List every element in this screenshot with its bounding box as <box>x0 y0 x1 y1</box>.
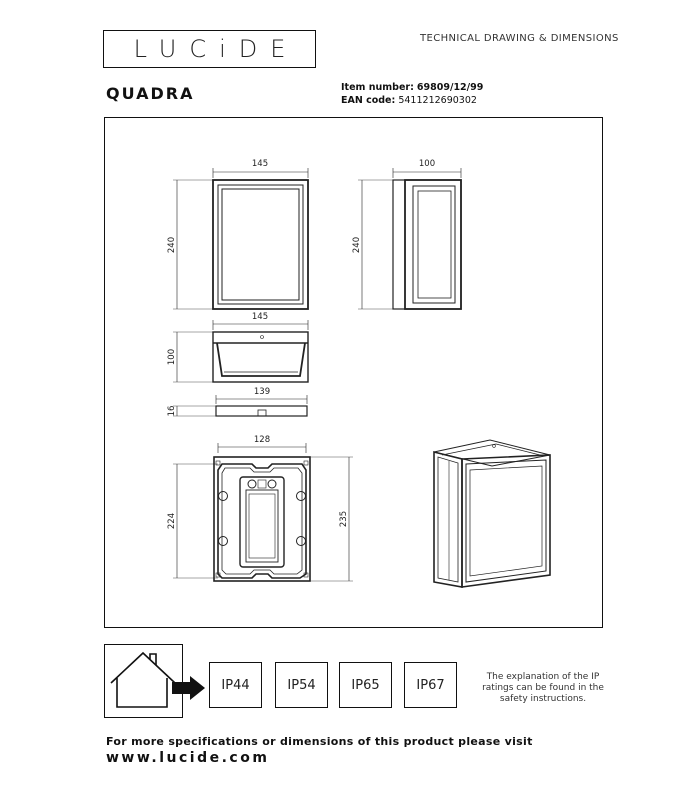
footer-url-link[interactable]: www.lucide.com <box>106 750 270 766</box>
footer-text: For more specifications or dimensions of this product please visit <box>106 735 533 748</box>
house-icon <box>105 645 184 719</box>
ip-rating-ip65: IP65 <box>339 662 392 708</box>
brand-logo-text: LUCiDE <box>133 35 299 63</box>
side-view-drawing <box>358 168 461 309</box>
perspective-view-drawing <box>434 440 550 587</box>
ip-rating-ip44: IP44 <box>209 662 262 708</box>
back-view-drawing <box>173 443 353 581</box>
ip-rating-panel <box>104 644 183 718</box>
dim-plate-width: 139 <box>253 387 271 397</box>
dim-top-depth: 100 <box>167 348 177 366</box>
ip-rating-note: The explanation of the IP ratings can be found in the safety instructions. <box>482 672 604 704</box>
dim-side-height: 240 <box>352 236 362 254</box>
dim-back-outer-height: 235 <box>339 510 349 528</box>
ip-rating-ip67: IP67 <box>404 662 457 708</box>
mounting-plate-drawing <box>173 395 307 416</box>
item-number-label: Item number: <box>341 82 414 93</box>
top-view-drawing <box>173 320 308 382</box>
front-view-drawing <box>173 168 308 309</box>
ip-rating-ip54: IP54 <box>275 662 328 708</box>
dim-side-depth: 100 <box>418 159 436 169</box>
document-title: TECHNICAL DRAWING & DIMENSIONS <box>420 33 619 44</box>
dim-front-width: 145 <box>251 159 269 169</box>
product-name: QUADRA <box>106 84 195 103</box>
dim-plate-thickness: 16 <box>167 405 177 417</box>
dim-front-height: 240 <box>167 236 177 254</box>
dim-back-inner-height: 224 <box>167 512 177 530</box>
dim-top-width: 145 <box>251 312 269 322</box>
item-number-value: 69809/12/99 <box>416 82 484 93</box>
dim-back-inner-width: 128 <box>253 435 271 445</box>
ean-code-value: 5411212690302 <box>398 95 477 106</box>
ean-code-label: EAN code: <box>341 95 396 106</box>
